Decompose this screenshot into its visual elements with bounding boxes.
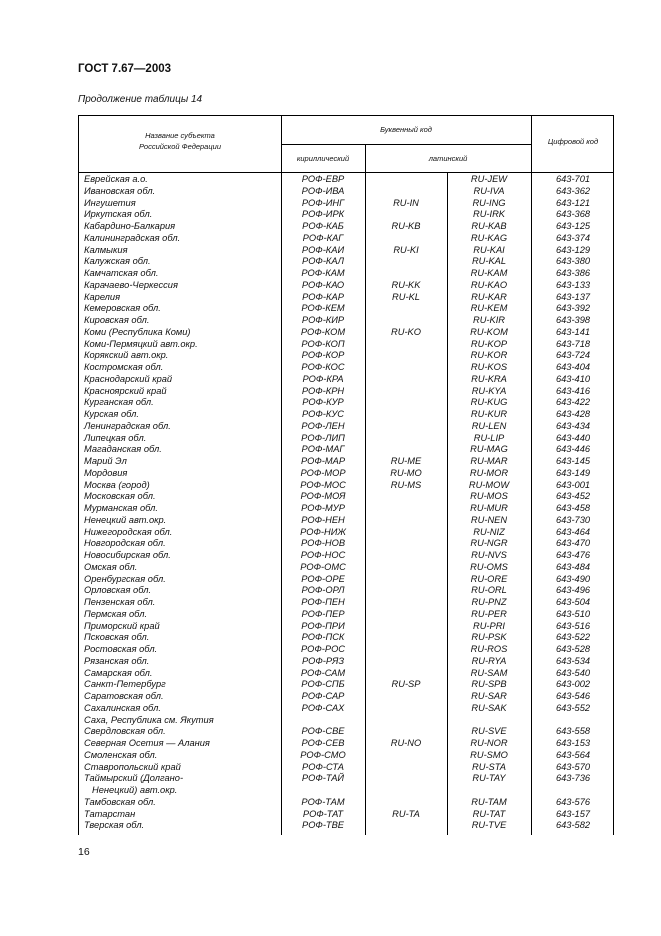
digital-code: 643-416 — [555, 385, 591, 396]
cyrillic-code: РОФ-КАИ — [301, 244, 345, 255]
table-row — [79, 280, 613, 292]
region-name: Рязанская обл. — [84, 655, 150, 666]
latin-code-3: RU-TVE — [471, 820, 507, 831]
table-row — [79, 491, 613, 503]
region-name: Московская обл. — [84, 491, 156, 502]
cyrillic-code: РОФ-МАР — [300, 456, 346, 466]
region-name: Коми (Республика Коми) — [84, 326, 191, 337]
region-name: Кировская обл. — [84, 315, 150, 325]
region-name: Ингушетия — [84, 197, 136, 208]
table-row — [79, 421, 613, 433]
latin-code-3: RU-IVA — [473, 185, 505, 196]
digital-code: 643-458 — [555, 503, 591, 513]
latin-code-3: RU-MAG — [470, 444, 508, 455]
cyrillic-code: РОФ-КАО — [301, 279, 345, 290]
table-row — [79, 198, 613, 210]
latin-code-3: RU-LEN — [471, 420, 507, 431]
latin-code-3: RU-NVS — [471, 550, 507, 560]
table-row — [79, 503, 613, 515]
table-row — [79, 585, 613, 597]
latin-code-3: RU-KOR — [470, 350, 508, 361]
table-row — [79, 679, 613, 691]
digital-code: 643-724 — [555, 350, 591, 361]
standard-title: ГОСТ 7.67—2003 — [78, 63, 172, 75]
latin-code-3: RU-SPB — [471, 679, 507, 690]
digital-code: 643-552 — [555, 702, 591, 713]
region-name: Самарская обл. — [84, 667, 153, 678]
region-name: Таймырский (Долгано- — [84, 773, 184, 784]
region-name: Татарстан — [84, 808, 136, 819]
region-name: Новгородская обл. — [84, 538, 166, 549]
latin-code-3: RU-OMS — [470, 561, 508, 572]
cyrillic-code: РОФ-КОС — [301, 362, 345, 372]
table-row — [79, 550, 613, 562]
table-row — [79, 809, 613, 821]
latin-code-3: RU-KAL — [471, 256, 507, 267]
digital-code: 643-129 — [555, 244, 591, 255]
cyrillic-code: РОФ-РОС — [300, 644, 346, 654]
table-row — [79, 668, 613, 680]
region-name: Мордовия — [84, 467, 128, 478]
digital-code: 643-564 — [555, 749, 591, 760]
table-row — [79, 538, 613, 550]
digital-code: 643-133 — [555, 279, 591, 290]
latin-code-2: RU-ME — [390, 456, 422, 466]
latin-code-3: RU-KYA — [471, 385, 507, 396]
latin-code-3: RU-KUG — [470, 397, 508, 408]
latin-code-2: RU-KL — [392, 291, 420, 302]
digital-code: 643-736 — [555, 773, 591, 784]
table-row — [79, 456, 613, 468]
header-cyrillic: кириллический — [296, 154, 350, 163]
table-row — [79, 292, 613, 304]
cyrillic-code: РОФ-ЛЕН — [301, 420, 345, 431]
latin-code-3: RU-MUR — [470, 503, 508, 513]
digital-code: 643-510 — [555, 608, 591, 619]
cyrillic-code: РОФ-ОМС — [300, 561, 346, 572]
region-name: Оренбургская обл. — [84, 573, 166, 584]
digital-code: 643-558 — [555, 726, 591, 737]
region-name: Красноярский край — [84, 385, 167, 396]
region-name: Москва (город) — [84, 479, 150, 490]
latin-code-3: RU-KOP — [470, 338, 508, 349]
digital-code: 643-701 — [555, 174, 591, 184]
table-row — [79, 362, 613, 374]
cyrillic-code: РОФ-КРН — [301, 385, 345, 396]
latin-code-3: RU-TAY — [472, 773, 506, 784]
digital-code: 643-484 — [555, 561, 591, 572]
latin-code-2: RU-KI — [393, 244, 419, 255]
region-name: Еврейская а.о. — [84, 174, 148, 184]
digital-code: 643-368 — [555, 209, 591, 220]
cyrillic-code: РОФ-ПРИ — [301, 620, 345, 631]
region-name: Карачаево-Черкессия — [84, 279, 178, 290]
digital-code: 643-476 — [555, 550, 591, 560]
latin-code-3: RU-KUR — [470, 409, 508, 419]
table-row — [79, 562, 613, 574]
region-name: Тамбовская обл. — [84, 796, 156, 807]
latin-code-2: RU-IN — [393, 197, 419, 208]
cyrillic-code: РОФ-КАЛ — [302, 256, 344, 267]
latin-code-3: RU-ORL — [471, 585, 507, 596]
table-row — [79, 256, 613, 268]
latin-code-2: RU-KO — [391, 326, 421, 337]
region-name: Кемеровская обл. — [84, 303, 161, 314]
table-row — [79, 444, 613, 456]
cyrillic-code: РОФ-ТАЙ — [301, 773, 345, 784]
table-row — [79, 820, 613, 832]
region-name: Смоленская обл. — [84, 749, 158, 760]
table-row — [79, 397, 613, 409]
cyrillic-code: РОФ-КАГ — [302, 232, 344, 243]
digital-code: 643-730 — [555, 514, 591, 525]
digital-code: 643-410 — [555, 373, 591, 384]
table-continuation-caption: Продолжение таблицы 14 — [78, 94, 203, 105]
digital-code: 643-464 — [555, 526, 591, 537]
table-row — [79, 797, 613, 809]
cyrillic-code: РОФ-ПЕН — [301, 597, 345, 607]
region-name: Ленинградская обл. — [84, 420, 171, 431]
latin-code-3: RU-SMO — [470, 749, 508, 760]
latin-code-3: RU-RYA — [471, 655, 507, 666]
cyrillic-code: РОФ-ЛИП — [301, 432, 345, 443]
latin-code-3: RU-KEM — [470, 303, 508, 314]
latin-code-3: RU-STA — [472, 761, 506, 772]
table-row — [79, 350, 613, 362]
cyrillic-code: РОФ-КОП — [301, 338, 345, 349]
regions-table — [78, 115, 614, 835]
latin-code-3: RU-NEN — [470, 514, 508, 525]
table-row — [79, 186, 613, 198]
region-name: Курская обл. — [84, 409, 139, 419]
digital-code: 643-125 — [555, 221, 591, 231]
latin-code-3: RU-MOW — [468, 479, 510, 490]
cyrillic-code: РОФ-СТА — [302, 761, 344, 772]
digital-code: 643-516 — [555, 620, 591, 631]
table-row — [79, 221, 613, 233]
table-row — [79, 703, 613, 715]
latin-code-3: RU-IRK — [472, 209, 506, 220]
latin-code-3: RU-KRA — [471, 373, 507, 384]
latin-code-3: RU-SAM — [470, 667, 508, 678]
latin-code-3: RU-SVE — [471, 726, 507, 737]
region-name: Ивановская обл. — [84, 185, 156, 196]
table-row — [79, 597, 613, 609]
digital-code: 643-404 — [555, 362, 591, 372]
table-row — [79, 209, 613, 221]
cyrillic-code: РОФ-ИРК — [301, 209, 345, 220]
latin-code-3: RU-NGR — [470, 538, 508, 549]
table-row — [79, 715, 613, 727]
digital-code: 643-001 — [555, 479, 591, 490]
region-name: Пермская обл. — [84, 608, 148, 619]
table-row — [79, 762, 613, 774]
cyrillic-code: РОФ-КАМ — [301, 268, 345, 278]
table-row — [79, 644, 613, 656]
region-name: Курганская обл. — [84, 397, 154, 408]
cyrillic-code: РОФ-ЕВР — [301, 174, 345, 184]
table-row — [79, 174, 613, 186]
cyrillic-code: РОФ-САМ — [300, 667, 346, 678]
digital-code: 643-522 — [555, 632, 591, 643]
region-name: Марий Эл — [84, 456, 127, 466]
latin-code-3: RU-SAK — [471, 702, 507, 713]
region-name: Иркутская обл. — [84, 209, 153, 220]
region-name: Тверская обл. — [84, 820, 145, 831]
table-row — [79, 574, 613, 586]
region-name: Ростовская обл. — [84, 644, 158, 654]
latin-code-3: RU-PNZ — [471, 597, 507, 607]
latin-code-3: RU-KAO — [470, 279, 508, 290]
region-name: Нижегородская обл. — [84, 526, 173, 537]
cyrillic-code: РОФ-КОМ — [300, 326, 346, 337]
latin-code-3: RU-PRI — [472, 620, 506, 631]
cyrillic-code: РОФ-ТАМ — [301, 796, 345, 807]
region-name: Псковская обл. — [84, 632, 150, 643]
digital-code: 643-434 — [555, 420, 591, 431]
digital-code: 643-490 — [555, 573, 591, 584]
digital-code: 643-386 — [555, 268, 591, 278]
region-name: Мурманская обл. — [84, 503, 159, 513]
table-row — [79, 656, 613, 668]
region-name: Ставропольский край — [84, 761, 181, 772]
header-letter-code: Буквенный код — [380, 125, 432, 134]
digital-code: 643-528 — [555, 644, 591, 654]
table-row — [79, 468, 613, 480]
header-digital-code: Цифровой код — [547, 137, 599, 146]
latin-code-2: RU-KB — [391, 221, 421, 231]
digital-code: 643-428 — [555, 409, 591, 419]
cyrillic-code: РОФ-МАГ — [301, 444, 345, 455]
table-row — [79, 691, 613, 703]
latin-code-2: RU-MO — [390, 467, 422, 478]
cyrillic-code: РОФ-СМО — [300, 749, 346, 760]
cyrillic-code: РОФ-НОВ — [300, 538, 346, 549]
digital-code: 643-121 — [555, 197, 591, 208]
cyrillic-code: РОФ-МОС — [300, 479, 346, 490]
region-name: Ненецкий авт.окр. — [84, 514, 167, 525]
latin-code-3: RU-ROS — [470, 644, 508, 654]
header-divider — [79, 172, 613, 173]
cyrillic-code: РОФ-СВЕ — [301, 726, 345, 737]
cyrillic-code: РОФ-РЯЗ — [301, 655, 345, 666]
digital-code: 643-145 — [555, 456, 591, 466]
region-name: Коми-Пермяцкий авт.окр. — [84, 338, 198, 349]
cyrillic-code: РОФ-ОРЛ — [301, 585, 345, 596]
latin-code-3: RU-TAT — [472, 808, 506, 819]
region-name: Кабардино-Балкария — [84, 221, 176, 231]
latin-code-3: RU-JEW — [470, 174, 508, 184]
cyrillic-code: РОФ-КОР — [301, 350, 345, 361]
latin-code-2: RU-SP — [391, 679, 421, 690]
cyrillic-code: РОФ-СПБ — [301, 679, 345, 690]
cyrillic-code: РОФ-КУР — [302, 397, 344, 408]
table-row — [79, 386, 613, 398]
cyrillic-code: РОФ-КРА — [302, 373, 344, 384]
page-number: 16 — [78, 846, 90, 858]
latin-code-3: RU-LIP — [473, 432, 505, 443]
latin-code-2: RU-KK — [391, 279, 421, 290]
table-row — [79, 327, 613, 339]
digital-code: 643-570 — [555, 761, 591, 772]
digital-code: 643-496 — [555, 585, 591, 596]
digital-code: 643-422 — [555, 397, 591, 408]
digital-code: 643-149 — [555, 467, 591, 478]
region-name: Северная Осетия — Алания — [84, 738, 210, 748]
table-row — [79, 268, 613, 280]
digital-code: 643-470 — [555, 538, 591, 549]
digital-code: 643-398 — [555, 315, 591, 325]
cyrillic-code: РОФ-МОЯ — [300, 491, 346, 502]
latin-code-3: RU-KAR — [471, 291, 507, 302]
latin-code-3: RU-KAB — [471, 221, 507, 231]
digital-code: 643-440 — [555, 432, 591, 443]
region-name: Пензенская обл. — [84, 597, 156, 607]
header-latin: латинский — [428, 154, 468, 163]
digital-code: 643-576 — [555, 796, 591, 807]
region-name: Ненецкий) авт.окр. — [92, 785, 178, 795]
digital-code: 643-141 — [555, 326, 591, 337]
cyrillic-code: РОФ-НОС — [300, 550, 346, 560]
latin-code-3: RU-MOR — [469, 467, 509, 478]
table-row — [79, 738, 613, 750]
digital-code: 643-157 — [555, 808, 591, 819]
region-name: Магаданская обл. — [84, 444, 162, 455]
table-row — [79, 433, 613, 445]
table-row — [79, 527, 613, 539]
region-name: Карелия — [84, 291, 121, 302]
table-row — [79, 726, 613, 738]
header-divider — [281, 144, 531, 145]
digital-code: 643-504 — [555, 597, 591, 607]
table-row — [79, 233, 613, 245]
region-name: Корякский авт.окр. — [84, 350, 169, 361]
digital-code: 643-582 — [555, 820, 591, 831]
latin-code-3: RU-KIR — [472, 315, 506, 325]
region-name: Камчатская обл. — [84, 268, 159, 278]
digital-code: 643-534 — [555, 655, 591, 666]
latin-code-2: RU-MS — [390, 479, 422, 490]
table-row — [79, 773, 613, 785]
latin-code-3: RU-KAI — [473, 244, 505, 255]
region-name: Саха, Республика см. Якутия — [84, 714, 214, 725]
digital-code: 643-718 — [555, 338, 591, 349]
latin-code-3: RU-SAR — [471, 691, 507, 701]
cyrillic-code: РОФ-КАР — [302, 291, 344, 302]
region-name: Орловская обл. — [84, 585, 152, 596]
cyrillic-code: РОФ-ИВА — [301, 185, 345, 196]
table-row — [79, 245, 613, 257]
latin-code-3: RU-KOS — [470, 362, 508, 372]
table-row — [79, 374, 613, 386]
region-name: Краснодарский край — [84, 373, 173, 384]
digital-code: 643-362 — [555, 185, 591, 196]
table-row — [79, 515, 613, 527]
table-body — [79, 174, 613, 832]
digital-code: 643-374 — [555, 232, 591, 243]
digital-code: 643-380 — [555, 256, 591, 267]
table-row — [79, 303, 613, 315]
latin-code-3: RU-MAR — [470, 456, 508, 466]
table-row — [79, 609, 613, 621]
region-name: Санкт-Петербург — [84, 679, 166, 690]
region-name: Калужская обл. — [84, 256, 151, 267]
latin-code-3: RU-ORE — [470, 573, 508, 584]
cyrillic-code: РОФ-ПЕР — [301, 608, 345, 619]
region-name: Саратовская обл. — [84, 691, 164, 701]
digital-code: 643-446 — [555, 444, 591, 455]
cyrillic-code: РОФ-САХ — [301, 702, 345, 713]
digital-code: 643-137 — [555, 291, 591, 302]
cyrillic-code: РОФ-КЕМ — [301, 303, 345, 314]
latin-code-3: RU-MOS — [470, 491, 508, 502]
latin-code-2: RU-NO — [390, 738, 422, 748]
region-name: Костромская обл. — [84, 362, 164, 372]
cyrillic-code: РОФ-КИР — [301, 315, 345, 325]
latin-code-3: RU-PSK — [471, 632, 507, 643]
table-row — [79, 409, 613, 421]
table-row — [79, 480, 613, 492]
digital-code: 643-392 — [555, 303, 591, 314]
latin-code-3: RU-TAM — [471, 796, 507, 807]
digital-code: 643-546 — [555, 691, 591, 701]
cyrillic-code: РОФ-НЕН — [301, 514, 345, 525]
cyrillic-code: РОФ-НИЖ — [300, 526, 346, 537]
region-name: Калмыкия — [84, 244, 128, 255]
latin-code-3: RU-PER — [471, 608, 507, 619]
cyrillic-code: РОФ-СЕВ — [301, 738, 345, 748]
digital-code: 643-002 — [555, 679, 591, 690]
region-name: Липецкая обл. — [84, 432, 147, 443]
cyrillic-code: РОФ-ОРЕ — [301, 573, 345, 584]
region-name: Свердловская обл. — [84, 726, 166, 737]
latin-code-3: RU-KAG — [470, 232, 508, 243]
cyrillic-code: РОФ-МОР — [300, 467, 346, 478]
latin-code-2: RU-TA — [392, 808, 420, 819]
region-name: Новосибирская обл. — [84, 550, 171, 560]
region-name: Сахалинская обл. — [84, 702, 161, 713]
latin-code-3: RU-ING — [472, 197, 506, 208]
region-name: Калининградская обл. — [84, 232, 181, 243]
region-name: Омская обл. — [84, 561, 138, 572]
region-name: Приморский край — [84, 620, 160, 631]
header-region-name: Название субъекта Российской Федерации — [139, 131, 221, 151]
table-row — [79, 339, 613, 351]
latin-code-3: RU-KAM — [470, 268, 508, 278]
cyrillic-code: РОФ-МУР — [301, 503, 345, 513]
latin-code-3: RU-NOR — [470, 738, 508, 748]
table-row — [79, 785, 613, 797]
latin-code-3: RU-NIZ — [473, 526, 505, 537]
table-row — [79, 632, 613, 644]
cyrillic-code: РОФ-ТВЕ — [302, 820, 344, 831]
table-row — [79, 315, 613, 327]
cyrillic-code: РОФ-ПСК — [301, 632, 345, 643]
cyrillic-code: РОФ-КАБ — [302, 221, 344, 231]
cyrillic-code: РОФ-ИНГ — [301, 197, 345, 208]
cyrillic-code: РОФ-ТАТ — [302, 808, 344, 819]
cyrillic-code: РОФ-САР — [301, 691, 345, 701]
digital-code: 643-540 — [555, 667, 591, 678]
digital-code: 643-452 — [555, 491, 591, 502]
latin-code-3: RU-KOM — [470, 326, 508, 337]
table-row — [79, 621, 613, 633]
table-row — [79, 750, 613, 762]
cyrillic-code: РОФ-КУС — [301, 409, 345, 419]
digital-code: 643-153 — [555, 738, 591, 748]
